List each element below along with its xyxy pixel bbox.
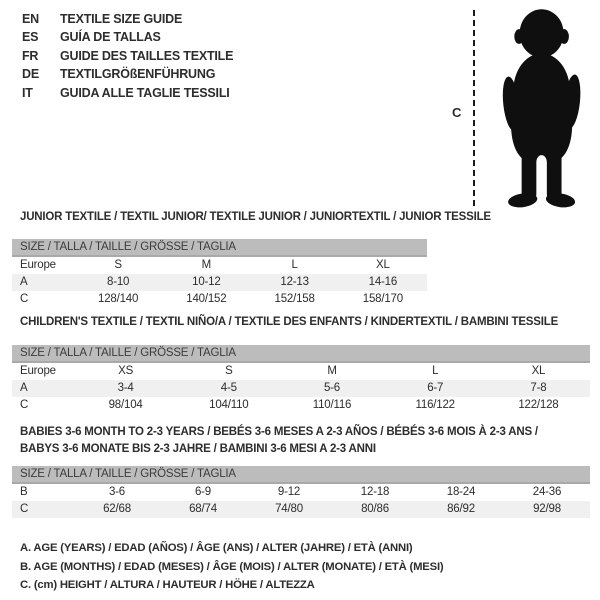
table-cell: 12-13 xyxy=(280,276,309,288)
table-cell: L xyxy=(432,365,439,377)
row-label: A xyxy=(20,276,28,288)
table-row xyxy=(12,257,427,274)
table-cell: 7-8 xyxy=(530,382,547,394)
table-cell: 86/92 xyxy=(447,503,475,515)
height-measure-label: C xyxy=(452,105,462,120)
legend-notes xyxy=(20,539,443,595)
table-cell: XL xyxy=(531,365,546,377)
table-cell: S xyxy=(114,259,122,271)
language-code: FR xyxy=(22,48,39,63)
table-cell: 128/140 xyxy=(98,293,139,305)
language-title: TEXTILGRÖßENFÜHRUNG xyxy=(60,67,216,82)
toddler-silhouette-icon xyxy=(487,6,592,213)
table-row xyxy=(12,291,427,308)
table-cell: 18-24 xyxy=(446,486,476,498)
table-cell: S xyxy=(225,365,233,377)
size-table xyxy=(12,466,590,518)
table-cell: 158/170 xyxy=(362,293,403,305)
language-code: DE xyxy=(22,67,39,82)
table-cell: L xyxy=(291,259,298,271)
section-title: CHILDREN'S TEXTILE / TEXTIL NIÑO/A / TEXTILE DES ENFANTS / KINDERTEXTIL / BAMBINI TESSILE xyxy=(20,316,559,328)
language-title: GUÍA DE TALLAS xyxy=(60,30,161,45)
table-cell: 6-9 xyxy=(194,486,212,498)
table-cell: M xyxy=(201,259,212,271)
language-title: TEXTILE SIZE GUIDE xyxy=(60,12,183,26)
table-cell: 8-10 xyxy=(107,276,130,288)
language-row xyxy=(22,47,233,65)
table-cell: 98/104 xyxy=(108,399,143,411)
table-cell: 4-5 xyxy=(220,382,237,394)
table-cell: 140/152 xyxy=(186,293,227,305)
row-label: C xyxy=(20,503,29,515)
height-measure-dashed-line xyxy=(473,10,475,206)
table-cell: 116/122 xyxy=(415,399,455,411)
table-cell: 68/74 xyxy=(189,503,217,515)
table-cell: 3-4 xyxy=(117,382,134,394)
size-table-section-0 xyxy=(12,210,491,308)
size-table-section-1 xyxy=(12,315,590,414)
size-table xyxy=(12,345,590,414)
table-cell: 10-12 xyxy=(192,276,221,288)
size-header-bar: SIZE / TALLA / TAILLE / GRÖSSE / TAGLIA xyxy=(12,466,590,484)
language-row xyxy=(22,28,233,46)
legend-note: A. AGE (YEARS) / EDAD (AÑOS) / ÂGE (ANS) / ALTER (JAHRE) / ETÀ (ANNI) xyxy=(20,542,413,554)
table-row xyxy=(12,274,427,291)
legend-note: B. AGE (MONTHS) / EDAD (MESES) / ÂGE (MOIS) / ALTER (MONATE) / ETÀ (MESI) xyxy=(20,560,444,573)
table-cell: 5-6 xyxy=(323,382,341,394)
size-header-bar: SIZE / TALLA / TAILLE / GRÖSSE / TAGLIA xyxy=(12,239,427,257)
table-row xyxy=(12,501,590,518)
table-cell: M xyxy=(327,365,337,377)
table-cell: XL xyxy=(376,259,390,271)
section-title: JUNIOR TEXTILE / TEXTIL JUNIOR/ TEXTILE JUNIOR / JUNIORTEXTIL / JUNIOR TESSILE xyxy=(20,211,491,223)
table-cell: 104/110 xyxy=(209,399,249,411)
table-cell: 9-12 xyxy=(277,486,301,498)
table-cell: 24-36 xyxy=(532,486,562,498)
size-header-bar: SIZE / TALLA / TAILLE / GRÖSSE / TAGLIA xyxy=(12,345,590,363)
language-code: ES xyxy=(22,30,39,45)
table-cell: 6-7 xyxy=(427,382,444,394)
table-row xyxy=(12,484,590,501)
section-title: BABIES 3-6 MONTH TO 2-3 YEARS / BEBÉS 3-6 MESES A 2-3 AÑOS / BÉBÉS 3-6 MOIS À 2-3 ANS / xyxy=(20,426,538,438)
language-title: GUIDE DES TAILLES TEXTILE xyxy=(60,48,234,63)
table-cell: 12-18 xyxy=(360,486,390,498)
table-cell: 62/68 xyxy=(103,503,131,515)
table-cell: 3-6 xyxy=(108,486,126,498)
language-row xyxy=(22,10,233,28)
language-code: IT xyxy=(22,85,33,100)
row-label: B xyxy=(20,486,28,498)
row-label: A xyxy=(20,382,28,394)
table-cell: 110/116 xyxy=(312,399,352,411)
language-row xyxy=(22,84,233,102)
language-list xyxy=(22,10,233,102)
row-label: Europe xyxy=(20,365,56,377)
legend-note: C. (cm) HEIGHT / ALTURA / HAUTEUR / HÖHE / ALTEZZA xyxy=(20,579,315,591)
table-cell: 80/86 xyxy=(361,503,389,515)
table-cell: XS xyxy=(118,365,134,377)
size-table-section-2 xyxy=(12,424,590,518)
language-code: EN xyxy=(22,12,39,26)
size-table xyxy=(12,239,427,308)
table-cell: 14-16 xyxy=(368,276,398,288)
section-title: BABYS 3-6 MONATE BIS 2-3 JAHRE / BAMBINI 3-6 MESI A 2-3 ANNI xyxy=(20,443,376,455)
table-cell: 74/80 xyxy=(275,503,303,515)
language-title: GUIDA ALLE TAGLIE TESSILI xyxy=(60,85,230,100)
row-label: C xyxy=(20,399,29,411)
row-label: Europe xyxy=(20,259,56,271)
table-cell: 92/98 xyxy=(533,503,561,515)
table-row xyxy=(12,397,590,414)
language-row xyxy=(22,65,233,83)
table-cell: 152/158 xyxy=(274,293,315,305)
row-label: C xyxy=(20,293,29,305)
table-row xyxy=(12,363,590,380)
table-cell: 122/128 xyxy=(518,399,559,411)
table-row xyxy=(12,380,590,397)
